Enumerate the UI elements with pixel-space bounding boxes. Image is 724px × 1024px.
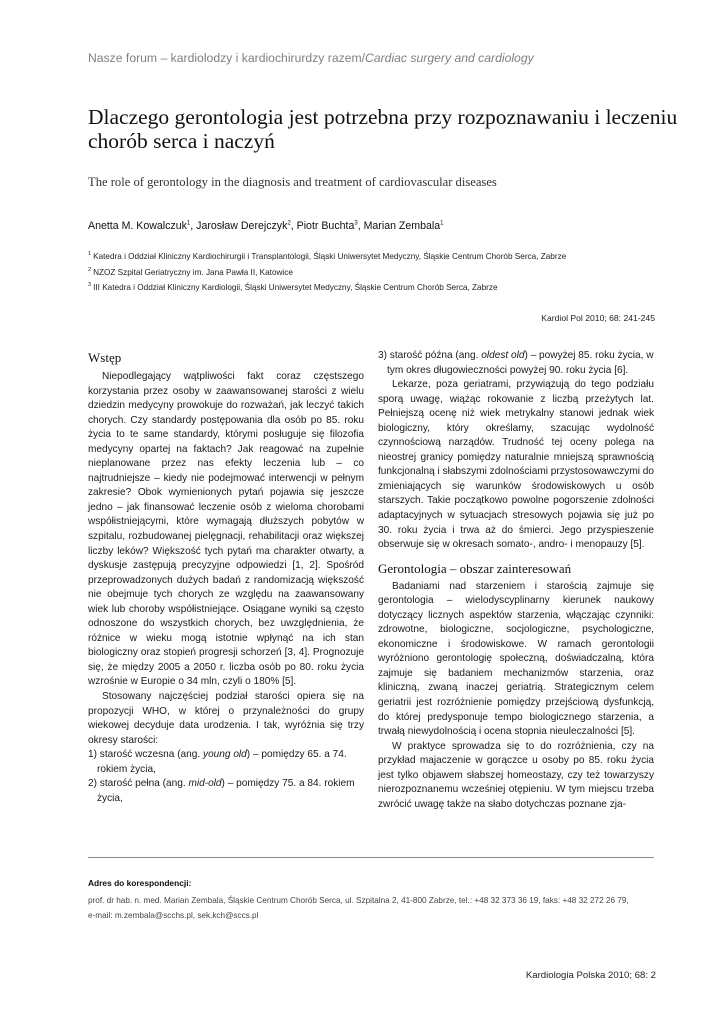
affiliation-number: 1 [88,251,92,258]
affiliation-number: 3 [88,282,92,289]
list-item-term: mid-old [188,778,222,790]
journal-citation: Kardiol Pol 2010; 68: 241-245 [541,313,655,323]
author-name: Anetta M. Kowalczuk [88,220,187,232]
affiliation [88,252,566,261]
affiliation-text: NZOZ Szpital Geriatryczny im. Jana Pawła II, Katowice [93,268,293,277]
left-column [88,349,364,806]
list-item-text: 1) starość wczesna (ang. [88,749,204,761]
affiliation-text: Katedra i Oddział Kliniczny Kardiochirurgii i Transplantologii, Śląski Uniwersytet Medyczny, Śląskie Centrum Chorób Serca, Zabrze [93,252,567,261]
list-item [378,349,654,378]
correspondence-address [88,894,658,923]
list-item [88,748,364,777]
body-paragraph: Stosowany najczęściej podział starości opiera się na propozycji WHO, w której o przynależności do grupy wiekowej decyduje data urodzenia. I tak, wyróżnia się trzy okresy starości: [88,691,364,746]
list-item-text: 3) starość późna (ang. [378,350,482,361]
list-item [88,777,364,806]
list-item-term: young old [203,749,247,761]
article-title: Dlaczego gerontologia jest potrzebna przy rozpoznawaniu i leczeniu chorób serca i naczyń [88,105,678,153]
body-paragraph: W praktyce sprowadza się to do rozróżnienia, czy na przykład majaczenie w gorączce u osoby po 85. roku życia jest tylko objawem słabszej homeostazy, czy też towarzyszy nierozpoznanemu wcześniej otępieniu. W tym miejscu trzeba zwrócić uwagę także na słabo dotychczas poznane zja- [378,740,654,810]
affiliation-text: III Katedra i Oddział Kliniczny Kardiologii, Śląski Uniwersytet Medyczny, Śląskie Centrum Chorób Serca, Zabrze [93,283,498,292]
author-list: Anetta M. Kowalczuk$^1$, Jarosław Derejczyk$^2$, Piotr Buchta$^3$, Marian Zembala$^1$ [88,220,444,232]
list-item-text: ) – powyżej 85. roku życia, w tym okres długowieczności powyżej 90. roku życia [6]. [387,350,654,376]
section-heading-gerontologia: Gerontologia – obszar zainteresowań [378,560,572,576]
article-subtitle: The role of gerontology in the diagnosis and treatment of cardiovascular diseases [88,175,497,189]
author-affiliation-mark: 2 [287,220,291,227]
affiliation [88,283,498,292]
running-head-english: Cardiac surgery and cardiology [365,51,534,65]
section-heading-wstep: Wstęp [88,350,122,365]
running-head [88,51,534,65]
body-paragraph: Badaniami nad starzeniem i starością zajmuje się gerontologia – wielodyscyplinarny kierunek naukowy dotyczący licznych aspektów starzenia, włączając czynniki: zdrowotne, biologiczne, socjologiczne, psychologiczne, ekonomiczne i środowiskowe. W ramach gerontologii wyróżniono gerontologię społeczną, doświadczalną, która zajmuje się badaniem mechanizmów starzenia, oraz kliniczną, zwaną inaczej geriatrią. Strategicznym celem geriatrii jest rozróżnienie pomiędzy przejściową dysfunkcją, do której predysponuje tempo biologicznego starzenia, a trwałą niewydolnością i ocena stopnia nieuleczalności [5]. [378,580,654,738]
author-affiliation-mark: 3 [354,220,358,227]
correspondence-heading: Adres do korespondencji: [88,878,192,888]
body-paragraph: Niepodlegający wątpliwości fakt coraz częstszego korzystania przez osoby w zaawansowanej starości z wielu dziedzin medycyny prowokuje do rozważań, jak leczyć takich chorych. Czy standardy postępowania dla osób po 85. roku życia to te same standardy, którymi posługuje się filozofia medycyny opartej na faktach? Jak reagować na zupełnie nieplanowane przez nas efekty leczenia lub – co najtrudniejsze – kiedy nie podejmować interwencji w pełnym zakresie? Obok wymienionych pytań pojawia się jeszcze jedno – jak finansować leczenie osób z wieloma chorobami współistniejącymi, które wymagają dłuższych pobytów w szpitalu, rozbudowanej pielęgnacji, rehabilitacji oraz większej liczby leków? Większość tych pytań ma charakter otwarty, a dyskusje zastępują precyzyjne odpowiedzi [1, 2]. Spośród przeprowadzonych dużych badań z randomizacją większość nie obejmuje tych chorych ze względu na zaawansowany wiek lub choroby współistniejące. Osiągane wyniki są często odnoszone do wszystkich chorych, bez uwzględnienia, że różnice w wieku mogą istotnie wpłynąć na ich stan biologiczny oraz stopień progresji schorzeń [3, 4]. Prognozuje się, że między 2005 a 2050 r. liczba osób po 80. roku życia wzrośnie w Europie o 34 mln, czyli o 180% [5]. [88,371,364,688]
running-head-polish: Nasze forum – kardiolodzy i kardiochirurdzy razem/ [88,51,366,65]
correspondence-email: e-mail: m.zembala@scchs.pl, sek.kch@sccs.pl [88,910,259,920]
correspondence-line: prof. dr hab. n. med. Marian Zembala, Śląskie Centrum Chorób Serca, ul. Szpitalna 2, 41-800 Zabrze, tel.: +48 32 373 36 19, faks: +48 32 272 26 79, [88,896,629,905]
author-name: Marian Zembala [363,220,441,232]
list-item-term: oldest old [481,350,525,361]
list-item-text: ) – pomiędzy 65. a 74. rokiem życia, [97,749,347,775]
right-column [378,349,654,812]
author-name: Jarosław Derejczyk [196,220,288,232]
body-paragraph: Lekarze, poza geriatrami, przywiązują do tego podziału sporą uwagę, wiążąc rokowanie z liczbą przeżytych lat. Pełniejszą ocenę niż wiek metrykalny stanowi jednak wiek biologiczny, który określamy, szacując wydolność czynnościową narządów. Trudność tej oceny polega na nieostrej granicy pomiędzy naturalnie mniejszą sprawnością funkcjonalną i słabszymi zdolnościami przystosowawczymi do zmieniających się warunków środowiskowych u osób starszych. Takie początkowo powolne pogorszenie zdolności adaptacyjnych w sytuacjach stresowych pojawia się już po 30. roku życia i trwa aż do śmierci. Jego przyspieszenie obserwuje się w okresach somato-, andro- i menopauzy [5]. [378,379,655,551]
list-item-text: ) – pomiędzy 75. a 84. rokiem życia, [97,778,355,804]
page-footer: Kardiologia Polska 2010; 68: 2 [525,970,656,981]
divider [88,857,654,858]
author-name: Piotr Buchta [296,220,355,232]
author-affiliation-mark: 1 [186,220,191,227]
affiliation-number: 2 [88,267,92,274]
author-affiliation-mark: 1 [440,220,444,227]
affiliation [88,268,293,277]
list-item-text: 2) starość pełna (ang. [88,778,189,790]
